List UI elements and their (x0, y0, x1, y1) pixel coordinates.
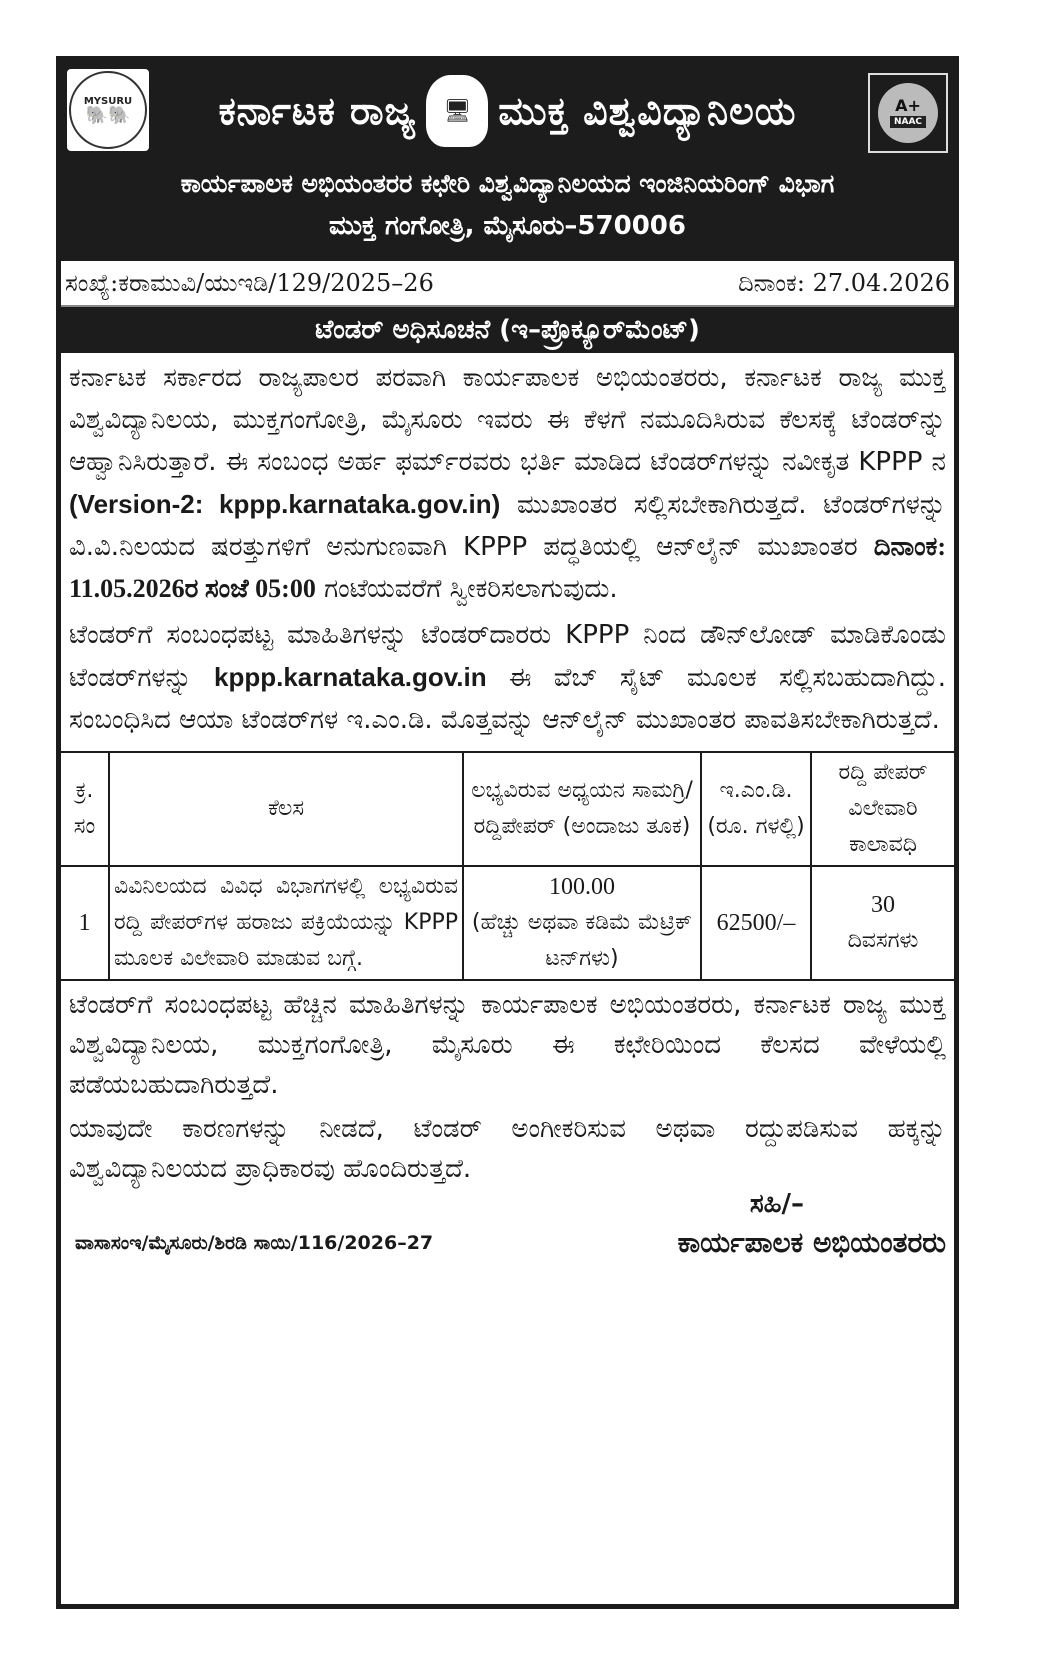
naac-grade: A+ (895, 96, 921, 115)
intro-text: ಕರ್ನಾಟಕ ಸರ್ಕಾರದ ರಾಜ್ಯಪಾಲರ ಪರವಾಗಿ ಕಾರ್ಯಪಾಲಕ ಅಭಿಯಂತರರು, ಕರ್ನಾಟಕ ರಾಜ್ಯ ಮುಕ್ತ ವಿಶ್ವವಿದ್ಯಾನಿಲಯ, ಮುಕ್ತಗಂಗೋತ್ರಿ, ಮೈಸೂರು ಇವರು ಈ ಕೆಳಗೆ ನಮೂದಿಸಿರುವ ಕೆಲಸಕ್ಕೆ ಟೆಂಡರ್‌ನ್ನು ಆಹ್ವಾನಿಸಿರುತ್ತಾರೆ. ಈ ಸಂಬಂಧ ಅರ್ಹ ಫರ್ಮ್‌ರವರು ಭರ್ತಿ ಮಾಡಿದ ಟೆಂಡರ್‌ಗಳನ್ನು ನವೀಕೃತ KPPP ನ (69, 363, 946, 477)
elephant-icon: 🐘🐘 (85, 104, 131, 126)
submission-deadline: ದಿನಾಂಕ: 11.05.2026ರ ಸಂಜೆ 05:00 (69, 532, 946, 603)
naac-badge-icon (868, 73, 948, 153)
designation: ಕಾರ್ಯಪಾಲಕ ಅಭಿಯಂತರರು (677, 1226, 946, 1259)
cell-sl-no: 1 (61, 866, 109, 980)
col-header-emd: ಇ.ಎಂ.ಡಿ. (ರೂ. ಗಳಲ್ಲಿ) (701, 752, 811, 866)
cell-emd: 62500/– (701, 866, 811, 980)
cell-period (811, 866, 954, 980)
date-label: ದಿನಾಂಕ: (738, 269, 805, 297)
tender-table (61, 751, 954, 981)
col-header-period: ರದ್ದಿ ಪೇಪರ್ ವಿಲೇವಾರಿ ಕಾಲಾವಧಿ (811, 752, 954, 866)
intro-text: ಈ ವೆಬ್ ಸೈಟ್ ಮೂಲಕ ಸಲ್ಲಿಸಬಹುದಾಗಿದ್ದು. ಸಂಬಂಧಿಸಿದ ಆಯಾ ಟೆಂಡರ್‌ಗಳ ಇ.ಎಂ.ಡಿ. ಮೊತ್ತವನ್ನು ಆನ್‌ಲೈನ್ ಮುಖಾಂತರ ಪಾವತಿಸಬೇಕಾಗಿರುತ್ತದೆ. (69, 663, 946, 735)
reference-number: ಸಂಖ್ಯೆ:ಕರಾಮುವಿ/ಯುಇಡಿ/129/2025–26 (65, 269, 434, 297)
publication-code: ವಾಸಾಸಂಇ/ಮೈಸೂರು/ಶಿರಡಿ ಸಾಯಿ/116/2026–27 (75, 1232, 434, 1254)
col-header-sl-no: ಕ್ರ. ಸಂ (61, 752, 109, 866)
reference-date (738, 269, 950, 297)
intro-paragraph-1 (61, 353, 954, 610)
notice-title: ಟೆಂಡರ್ ಅಧಿಸೂಚನೆ (ಇ–ಪ್ರೊಕ್ಯೂರ್‌ಮೆಂಟ್) (61, 307, 954, 353)
table-header-row (61, 752, 954, 866)
mysuru-emblem-icon (67, 69, 149, 151)
date-value: 27.04.2026 (812, 269, 950, 297)
intro-text: ಮುಖಾಂತರ ಸಲ್ಲಿಸಬೇಕಾಗಿರುತ್ತದೆ. ಟೆಂಡರ್‌ಗಳನ್ನು ವಿ.ವಿ.ನಿಲಯದ ಷರತ್ತುಗಳಿಗೆ ಅನುಗುಣವಾಗಿ KPPP ಪದ್ಧತಿಯಲ್ಲಿ ಆನ್‌ಲೈನ್ ಮುಖಾಂತರ (69, 490, 946, 562)
cell-work: ವಿವಿನಿಲಯದ ವಿವಿಧ ವಿಭಾಗಗಳಲ್ಲಿ ಲಭ್ಯವಿರುವ ರದ್ದಿ ಪೇಪರ್‌ಗಳ ಹರಾಜು ಪಕ್ರಿಯೆಯನ್ನು KPPP ಮೂಲಕ ವಿಲೇವಾರಿ ಮಾಡುವ ಬಗ್ಗೆ. (109, 866, 463, 980)
naac-label: NAAC (890, 116, 926, 128)
office-name: ಕಾರ್ಯಪಾಲಕ ಅಭಿಯಂತರರ ಕಛೇರಿ ವಿಶ್ವವಿದ್ಯಾನಿಲಯದ ಇಂಜಿನಿಯರಿಂಗ್ ವಿಭಾಗ (180, 169, 835, 198)
kppp-version-link[interactable]: (Version-2: kppp.karnataka.gov.in) (69, 489, 501, 519)
office-address: ಮುಕ್ತ ಗಂಗೋತ್ರಿ, ಮೈಸೂರು–570006 (329, 211, 686, 241)
col-header-quantity: ಲಭ್ಯವಿರುವ ಅಧ್ಯಯನ ಸಾಮಗ್ರಿ/ ರದ್ದಿಪೇಪರ್ (ಅಂದಾಜು ತೂಕ) (463, 752, 701, 866)
kppp-link[interactable]: kppp.karnataka.gov.in (214, 662, 487, 692)
mysuru-logo-text: MYSURU (83, 95, 133, 107)
period-unit: ದಿವಸಗಳು (847, 928, 919, 953)
masthead (61, 61, 954, 261)
col-header-work: ಕೆಲಸ (109, 752, 463, 866)
signature: ಸಹಿ/– (749, 1189, 804, 1219)
quantity-value: 100.00 (549, 874, 615, 900)
table-row (61, 866, 954, 980)
intro-text: ಟೆಂಡರ್‌ಗೆ ಸಂಬಂಧಪಟ್ಟ ಮಾಹಿತಿಗಳನ್ನು ಟೆಂಡರ್‌ದಾರರು KPPP ನಿಂದ ಡೌನ್‌ಲೋಡ್ ಮಾಡಿಕೊಂಡು ಟೆಂಡರ್‌ಗಳನ್ನು (69, 620, 946, 693)
ksou-emblem-icon: 🖥 (426, 75, 488, 147)
title-part-2: ಮುಕ್ತ ವಿಶ್ವವಿದ್ಯಾನಿಲಯ (498, 88, 797, 133)
period-value: 30 (871, 892, 895, 918)
reference-row (61, 261, 954, 307)
closing-paragraph-1: ಟೆಂಡರ್‌ಗೆ ಸಂಬಂಧಪಟ್ಟ ಹೆಚ್ಚಿನ ಮಾಹಿತಿಗಳನ್ನು ಕಾರ್ಯಪಾಲಕ ಅಭಿಯಂತರರು, ಕರ್ನಾಟಕ ರಾಜ್ಯ ಮುಕ್ತ ವಿಶ್ವವಿದ್ಯಾನಿಲಯ, ಮುಕ್ತಗಂಗೋತ್ರಿ, ಮೈಸೂರು ಈ ಕಛೇರಿಯಿಂದ ಕೆಲಸದ ವೇಳೆಯಲ್ಲಿ ಪಡೆಯಬಹುದಾಗಿರುತ್ತದೆ. (69, 990, 946, 1100)
quantity-note: (ಹೆಚ್ಚು ಅಥವಾ ಕಡಿಮೆ ಮೆಟ್ರಿಕ್ ಟನ್‌ಗಳು) (471, 910, 693, 971)
university-title (156, 71, 859, 151)
intro-paragraph-2 (61, 610, 954, 741)
footer (61, 1220, 954, 1260)
closing-paragraph-2: ಯಾವುದೇ ಕಾರಣಗಳನ್ನು ನೀಡದೆ, ಟೆಂಡರ್ ಅಂಗೀಕರಿಸುವ ಅಥವಾ ರದ್ದುಪಡಿಸುವ ಹಕ್ಕನ್ನು ವಿಶ್ವವಿದ್ಯಾನಿಲಯದ ಪ್ರಾಧಿಕಾರವು ಹೊಂದಿರುತ್ತದೆ. (69, 1114, 946, 1184)
intro-text: ಗಂಟೆಯವರೆಗೆ ಸ್ವೀಕರಿಸಲಾಗುವುದು. (324, 574, 618, 604)
cell-quantity (463, 866, 701, 980)
title-part-1: ಕರ್ನಾಟಕ ರಾಜ್ಯ (218, 88, 417, 133)
tender-notice (56, 56, 959, 1609)
